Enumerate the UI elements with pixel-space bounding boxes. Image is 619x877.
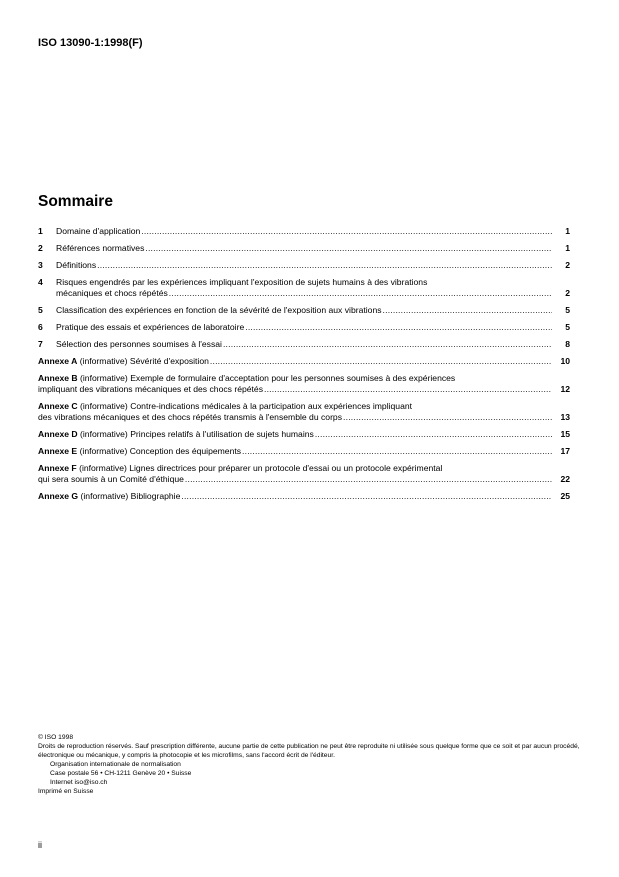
- annex-type: (informative): [79, 446, 128, 456]
- toc-sections: [38, 226, 570, 350]
- page-title: Sommaire: [38, 193, 113, 210]
- annex-type: (informative): [80, 373, 128, 383]
- toc-entry-first-line: [38, 429, 570, 440]
- section-number: 1: [38, 226, 43, 236]
- organization-name: Organisation internationale de normalisation: [50, 761, 181, 768]
- page-number: ii: [38, 840, 42, 850]
- page-ref: 5: [565, 305, 570, 315]
- page-ref: 2: [565, 288, 570, 298]
- section-number: 3: [38, 260, 43, 270]
- annex-title: Bibliographie: [130, 491, 181, 501]
- dot-leader: [264, 384, 552, 395]
- annex-heading: [38, 356, 209, 367]
- toc-entry-line: [38, 474, 570, 485]
- toc-entry: [38, 305, 570, 316]
- annex-label: Annexe F: [38, 463, 77, 473]
- printed-in: Imprimé en Suisse: [38, 788, 94, 795]
- annex-label: Annexe A: [38, 356, 78, 366]
- toc-entry-first-line: [38, 463, 570, 474]
- toc-entry-first-line: [38, 401, 570, 412]
- annex-heading: [38, 401, 412, 412]
- dot-leader: [315, 429, 552, 440]
- annex-title: Exemple de formulaire d'acceptation pour les personnes soumises à des expériences: [130, 373, 456, 383]
- page-ref: 8: [565, 339, 570, 349]
- annex-title-continued: qui sera soumis à un Comité d'éthique: [38, 474, 184, 484]
- section-title: Risques engendrés par les expériences impliquant l'exposition de sujets humains à des vibrations: [56, 277, 428, 287]
- toc-annex-entry: [38, 356, 570, 367]
- toc-entry-first-line: [38, 373, 570, 384]
- dot-leader: [223, 339, 552, 350]
- toc-entry: [38, 260, 570, 271]
- toc-entry-line: [38, 243, 570, 254]
- dot-leader: [210, 356, 552, 367]
- dot-leader: [242, 446, 552, 457]
- annex-label: Annexe B: [38, 373, 78, 383]
- dot-leader: [145, 243, 552, 254]
- annex-title-continued: impliquant des vibrations mécaniques et des chocs répétés: [38, 384, 263, 394]
- toc-entry-line: [38, 339, 570, 350]
- rights-text: Droits de reproduction réservés. Sauf prescription différente, aucune partie de cette publication ne peut être reproduite ni utilisée sous quelque forme que ce soit et par aucun procédé, électronique ou mécanique, y compris la photocopie et les microfilms, sans l'accord écrit de l'éditeur.: [38, 743, 580, 759]
- toc-annex-entry: [38, 373, 570, 395]
- toc-annex-entry: [38, 446, 570, 457]
- toc-entry: [38, 277, 570, 299]
- annex-title: Sévérité d'exposition: [129, 356, 209, 366]
- section-title: Classification des expériences en fonction de la sévérité de l'exposition aux vibrations: [56, 305, 382, 315]
- toc-entry-line: [38, 305, 570, 316]
- annex-title: Lignes directrices pour préparer un protocole d'essai ou un protocole expérimental: [129, 463, 443, 473]
- page-ref: 17: [560, 446, 570, 456]
- dot-leader: [343, 412, 552, 423]
- page-ref: 22: [560, 474, 570, 484]
- page-ref: 1: [565, 243, 570, 253]
- dot-leader: [383, 305, 552, 316]
- toc-entry-last-line: [38, 288, 570, 299]
- dot-leader: [185, 474, 552, 485]
- section-number: 7: [38, 339, 43, 349]
- annex-heading: [38, 491, 180, 502]
- section-title: Sélection des personnes soumises à l'essai: [56, 339, 222, 349]
- dot-leader: [97, 260, 552, 271]
- dot-leader: [169, 288, 552, 299]
- table-of-contents: [38, 226, 570, 508]
- toc-entry: [38, 243, 570, 254]
- page-ref: 15: [560, 429, 570, 439]
- annex-label: Annexe C: [38, 401, 78, 411]
- annex-heading: [38, 373, 455, 384]
- annex-label: Annexe E: [38, 446, 78, 456]
- toc-entry: [38, 322, 570, 333]
- page-ref: 1: [565, 226, 570, 236]
- section-number: 5: [38, 305, 43, 315]
- annex-title-continued: des vibrations mécaniques et des chocs répétés transmis à l'ensemble du corps: [38, 412, 343, 422]
- page-ref: 2: [565, 260, 570, 270]
- toc-entry-line: [38, 260, 570, 271]
- copyright-notice: [38, 733, 583, 796]
- toc-entry-line: [38, 412, 570, 423]
- page-ref: 25: [560, 491, 570, 501]
- section-number: 2: [38, 243, 43, 253]
- section-title: Domaine d'application: [56, 226, 141, 236]
- toc-entry-line: [38, 322, 570, 333]
- page-ref: 13: [560, 412, 570, 422]
- toc-entry: [38, 226, 570, 237]
- page-ref: 12: [560, 384, 570, 394]
- annex-type: (informative): [79, 356, 128, 366]
- annex-type: (informative): [80, 491, 129, 501]
- section-title-continued: mécaniques et chocs répétés: [56, 288, 168, 298]
- toc-entry-first-line: [38, 491, 570, 502]
- toc-entry-first-line: [38, 356, 570, 367]
- dot-leader: [181, 491, 552, 502]
- annex-label: Annexe G: [38, 491, 79, 501]
- section-title: Définitions: [56, 260, 97, 270]
- page-ref: 10: [560, 356, 570, 366]
- annex-title: Contre-indications médicales à la participation aux expériences impliquant: [130, 401, 413, 411]
- toc-annex-entry: [38, 491, 570, 502]
- internet-address: Internet iso@iso.ch: [50, 779, 108, 786]
- toc-entry-first-line: [38, 446, 570, 457]
- toc-entry-line: [38, 226, 570, 237]
- annex-heading: [38, 446, 241, 457]
- annex-heading: [38, 429, 314, 440]
- section-title: Références normatives: [56, 243, 145, 253]
- annex-label: Annexe D: [38, 429, 78, 439]
- annex-type: (informative): [79, 463, 127, 473]
- section-number: 4: [38, 277, 43, 287]
- document-id: ISO 13090-1:1998(F): [38, 37, 143, 49]
- annex-heading: [38, 463, 442, 474]
- toc-annex-entry: [38, 463, 570, 485]
- toc-entry-line: [38, 384, 570, 395]
- toc-annex-entry: [38, 429, 570, 440]
- annex-title: Principes relatifs à l'utilisation de sujets humains: [130, 429, 314, 439]
- toc-annexes: [38, 356, 570, 502]
- annex-title: Conception des équipements: [129, 446, 242, 456]
- toc-annex-entry: [38, 401, 570, 423]
- dot-leader: [141, 226, 552, 237]
- page-ref: 5: [565, 322, 570, 332]
- dot-leader: [245, 322, 552, 333]
- section-number: 6: [38, 322, 43, 332]
- section-title: Pratique des essais et expériences de laboratoire: [56, 322, 245, 332]
- copyright-line: © ISO 1998: [38, 734, 74, 741]
- toc-entry-first-line: [38, 277, 570, 288]
- toc-entry: [38, 339, 570, 350]
- annex-type: (informative): [80, 401, 128, 411]
- annex-type: (informative): [80, 429, 128, 439]
- postal-address: Case postale 56 • CH-1211 Genève 20 • Suisse: [50, 770, 192, 777]
